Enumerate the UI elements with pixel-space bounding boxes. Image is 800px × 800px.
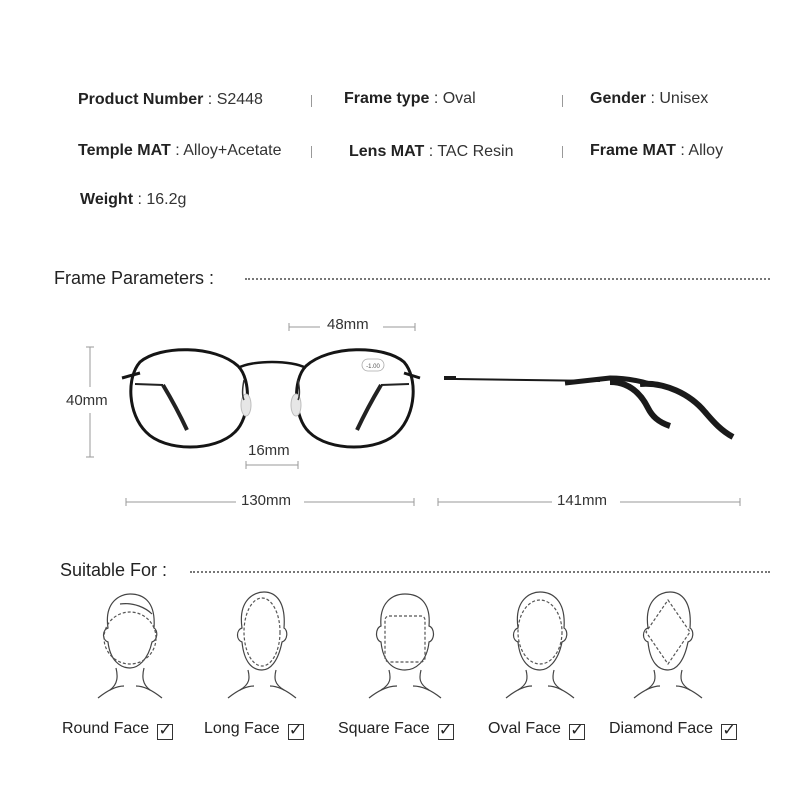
spec-frame-type: Frame type : Oval (344, 90, 476, 107)
lens-power-text: -1.00 (366, 364, 380, 370)
spec-weight: Weight : 16.2g (80, 191, 187, 208)
round-face-icon (98, 594, 162, 698)
spec-product-number: Product Number : S2448 (78, 91, 263, 108)
spec-lens-mat: Lens MAT : TAC Resin (349, 143, 514, 160)
temple-length-label: 141mm (557, 492, 608, 509)
spec-gender: Gender : Unisex (590, 90, 709, 107)
suitable-for-title: Suitable For : (60, 560, 168, 580)
face-label-oval: Oval Face ✓ (488, 720, 584, 739)
face-label-long: Long Face ✓ (204, 720, 303, 739)
spec-frame-mat: Frame MAT : Alloy (590, 142, 724, 159)
diamond-face-icon (634, 592, 702, 698)
face-label-diamond: Diamond Face ✓ (609, 720, 736, 739)
lens-height-label: 40mm (66, 392, 108, 409)
lens-width-label: 48mm (327, 316, 369, 333)
frame-parameters-title: Frame Parameters : (54, 268, 215, 288)
checkbox-icon: ✓ (570, 722, 584, 739)
checkbox-icon: ✓ (722, 722, 736, 739)
face-label-round: Round Face ✓ (62, 720, 172, 739)
checkbox-icon: ✓ (288, 722, 303, 739)
square-face-icon (369, 594, 441, 698)
checkbox-icon: ✓ (158, 722, 172, 739)
oval-face-icon (506, 592, 574, 698)
spec-temple-mat: Temple MAT : Alloy+Acetate (78, 142, 282, 159)
face-shapes-icon-row (0, 590, 800, 710)
long-face-icon (228, 592, 296, 698)
checkbox-icon: ✓ (438, 722, 453, 739)
dotted-divider (190, 571, 770, 573)
bridge-label: 16mm (248, 442, 290, 459)
frame-width-label: 130mm (241, 492, 292, 509)
face-label-square: Square Face ✓ (338, 720, 453, 739)
